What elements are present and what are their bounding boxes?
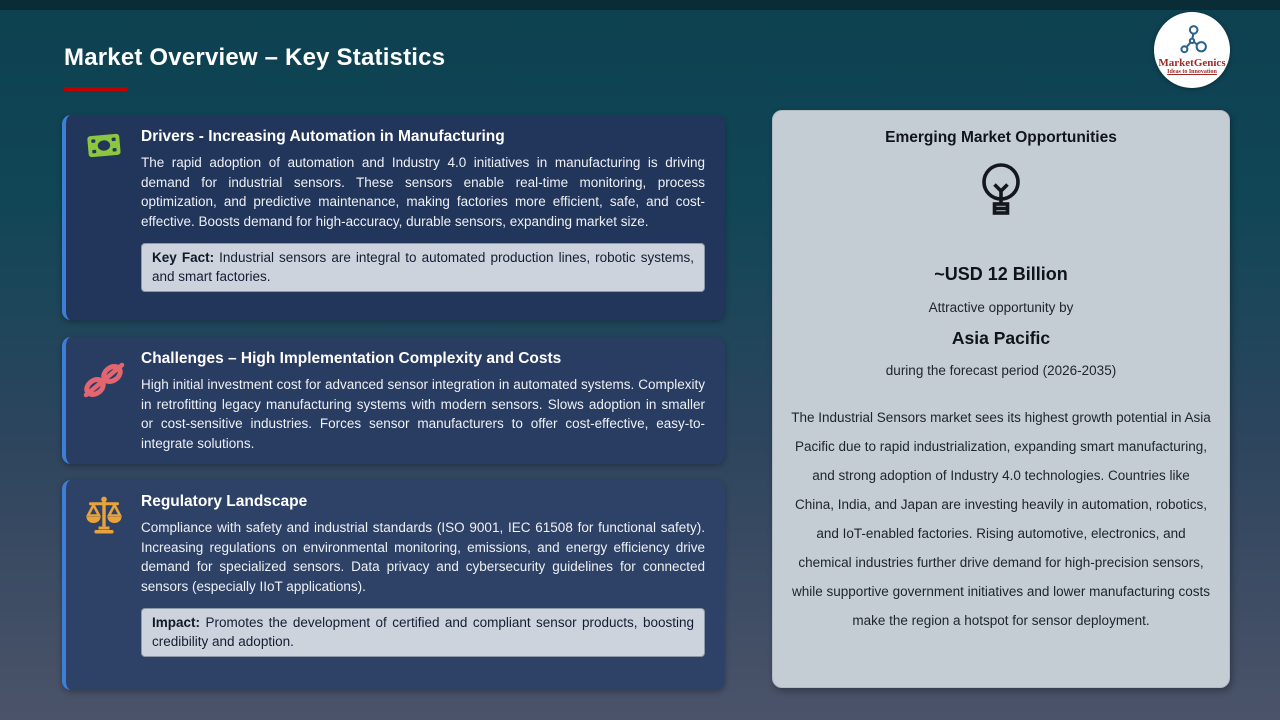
- broken-link-icon: [82, 361, 126, 401]
- scales-icon: [84, 496, 124, 536]
- logo-tagline: Ideas to Innovation: [1167, 68, 1217, 75]
- key-fact-callout: [141, 243, 705, 292]
- opportunity-value: ~USD 12 Billion: [934, 264, 1068, 284]
- impact-callout: [141, 608, 705, 657]
- card-body: Compliance with safety and industrial standards (ISO 9001, IEC 61508 for functional safety). Increasing regulations on environmental monitoring, emissions, and energy efficiency drive demand for specialized sensors. Data privacy and cybersecurity guidelines for connected sensors (especially IIoT applications).: [141, 520, 705, 594]
- panel-title: Emerging Market Opportunities: [885, 129, 1117, 146]
- card-title: Drivers - Increasing Automation in Manufacturing: [141, 128, 505, 145]
- top-strip: [0, 0, 1280, 10]
- page-title: Market Overview – Key Statistics: [64, 44, 446, 71]
- card-drivers: [62, 115, 725, 320]
- opportunity-description: The Industrial Sensors market sees its highest growth potential in Asia Pacific due to rapid industrialization, expanding smart manufacturing, and strong adoption of Industry 4.0 technologies. Countries like China, India, and Japan are investing heavily in automation, robotics, and IoT-enabled factories. Rising automotive, electronics, and chemical industries further drive demand for high-precision sensors, while supportive government initiatives and lower manufacturing costs make the region a hotspot for sensor deployment.: [791, 410, 1211, 628]
- card-body: High initial investment cost for advanced sensor integration in automated systems. Complexity in retrofitting legacy manufacturing systems with modern sensors. Slows adoption in smaller or cost-sensitive industries. Forces sensor manufacturers to offer cost-effective, easy-to-integrate solutions.: [141, 377, 705, 451]
- callout-label: Key Fact:: [152, 250, 215, 265]
- callout-label: Impact:: [152, 615, 201, 630]
- money-icon: [85, 131, 123, 161]
- card-title: Regulatory Landscape: [141, 493, 308, 510]
- logo-name: MarketGenics: [1158, 56, 1226, 69]
- opportunity-panel: [772, 110, 1230, 688]
- callout-text: Industrial sensors are integral to automated production lines, robotic systems, and smart factories.: [152, 250, 694, 284]
- card-title: Challenges – High Implementation Complexity and Costs: [141, 350, 562, 367]
- opportunity-subtitle: Attractive opportunity by: [928, 300, 1074, 315]
- card-regulatory: [62, 480, 725, 690]
- card-challenges: [62, 337, 725, 464]
- opportunity-region: Asia Pacific: [951, 328, 1051, 348]
- callout-text: Promotes the development of certified and compliant sensor products, boosting credibility and adoption.: [152, 615, 694, 649]
- info-cards: [62, 115, 725, 690]
- molecule-icon: [1173, 24, 1211, 56]
- lightbulb-icon: [974, 161, 1028, 223]
- title-underline-accent: [64, 87, 127, 91]
- opportunity-period: during the forecast period (2026-2035): [885, 363, 1117, 378]
- card-body: The rapid adoption of automation and Industry 4.0 initiatives in manufacturing is driving demand for industrial sensors. These sensors enable real-time monitoring, process optimization, and predictive maintenance, making factories more efficient, safe, and cost-effective. Boosts demand for high-accuracy, durable sensors, expanding market size.: [141, 155, 705, 229]
- logo: [1154, 12, 1230, 88]
